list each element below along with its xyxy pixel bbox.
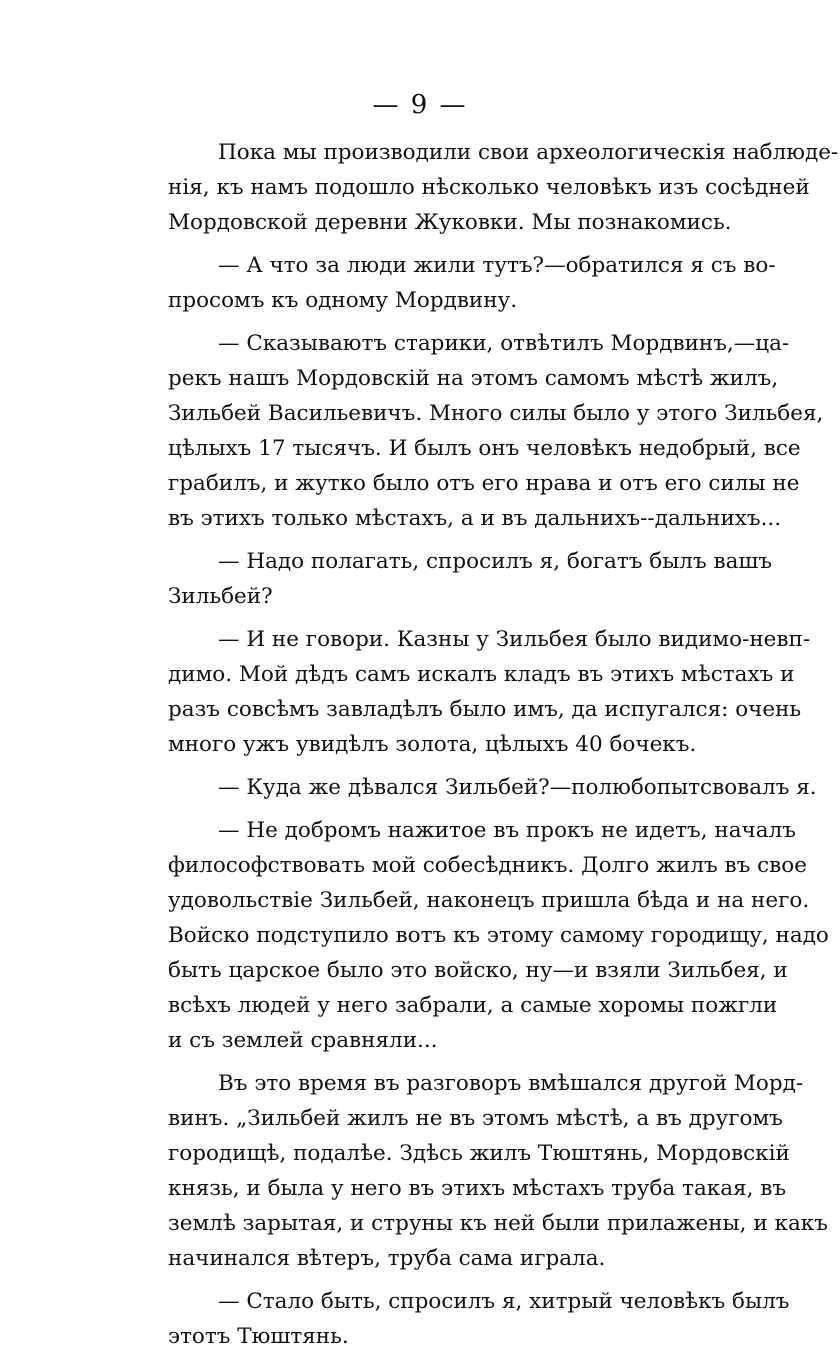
- text-line: просомъ къ одному Мордвину.: [168, 288, 518, 313]
- text-line: начинался вѣтеръ, труба сама играла.: [168, 1246, 606, 1271]
- text-line: и съ землей сравняли...: [168, 1028, 438, 1053]
- text-line: князь, и была у него въ этихъ мѣстахъ труба такая, въ: [168, 1176, 787, 1201]
- paragraph: [168, 135, 839, 240]
- text-line: много ужъ увидѣлъ золота, цѣлыхъ 40 бочекъ.: [168, 732, 697, 757]
- text-line: Въ это время въ разговоръ вмѣшался другой Морд-: [218, 1071, 804, 1096]
- paragraph: [168, 770, 817, 805]
- text-line: — Сказываютъ старики, отвѣтилъ Мордвинъ,—ца-: [218, 331, 790, 356]
- text-line: Мордовской деревни Жуковки. Мы познакомись.: [168, 210, 732, 235]
- text-line: — Не добромъ нажитое въ прокъ не идетъ, началъ: [218, 818, 796, 843]
- page-number: — 9 —: [372, 90, 468, 120]
- text-line: въ этихъ только мѣстахъ, а и въ дальнихъ--дальнихъ...: [168, 506, 782, 531]
- text-line: землѣ зарытая, и струны къ ней были прилажены, и какъ: [168, 1211, 828, 1236]
- text-line: Зильбей Васильевичъ. Много силы было у этого Зильбея,: [168, 401, 824, 426]
- body-text: [168, 135, 839, 1354]
- text-line: димо. Мой дѣдъ самъ искалъ кладъ въ этихъ мѣстахъ и: [168, 662, 795, 687]
- text-line: удовольствіе Зильбей, наконецъ пришла бѣда и на него.: [168, 888, 810, 913]
- text-line: цѣлыхъ 17 тысячъ. И былъ онъ человѣкъ недобрый, все: [168, 436, 801, 461]
- paragraph: [168, 1284, 790, 1354]
- text-line: — Надо полагать, спросилъ я, богатъ былъ вашъ: [218, 549, 773, 574]
- text-line: Пока мы производили свои археологическія наблюде-: [218, 140, 839, 165]
- text-line: Зильбей?: [168, 584, 273, 609]
- text-line: рекъ нашъ Мордовскій на этомъ самомъ мѣстѣ жилъ,: [168, 366, 779, 391]
- paragraph: [168, 1066, 828, 1276]
- text-line: винъ. „Зильбей жилъ не въ этомъ мѣстѣ, а въ другомъ: [168, 1106, 783, 1131]
- text-line: — Стало быть, спросилъ я, хитрый человѣкъ былъ: [218, 1289, 790, 1314]
- text-line: Войско подступило вотъ къ этому самому городищу, надо: [168, 923, 829, 948]
- text-line: нія, къ намъ подошло нѣсколько человѣкъ изъ сосѣдней: [168, 175, 810, 200]
- text-line: всѣхъ людей у него забрали, а самые хоромы пожгли: [168, 993, 778, 1018]
- paragraph: [168, 248, 776, 318]
- text-line: грабилъ, и жутко было отъ его нрава и отъ его силы не: [168, 471, 800, 496]
- text-line: быть царское было это войско, ну—и взяли Зильбея, и: [168, 958, 788, 983]
- text-line: философствовать мой собесѣдникъ. Долго жилъ въ свое: [168, 853, 807, 878]
- text-line: этотъ Тюштянь.: [168, 1324, 349, 1349]
- text-line: — И не говори. Казны у Зильбея было видимо-невп-: [218, 627, 811, 652]
- paragraph: [168, 544, 773, 614]
- paragraph: [168, 813, 829, 1058]
- text-line: — Куда же дѣвался Зильбей?—полюбопытсвовалъ я.: [218, 775, 817, 800]
- paragraph: [168, 326, 824, 536]
- text-line: городищѣ, подалѣе. Здѣсь жилъ Тюштянь, Мордовскій: [168, 1141, 790, 1166]
- paragraph: [168, 622, 811, 762]
- text-line: разъ совсѣмъ завладѣлъ было имъ, да испугался: очень: [168, 697, 802, 722]
- text-line: — А что за люди жили тутъ?—обратился я съ во-: [218, 253, 776, 278]
